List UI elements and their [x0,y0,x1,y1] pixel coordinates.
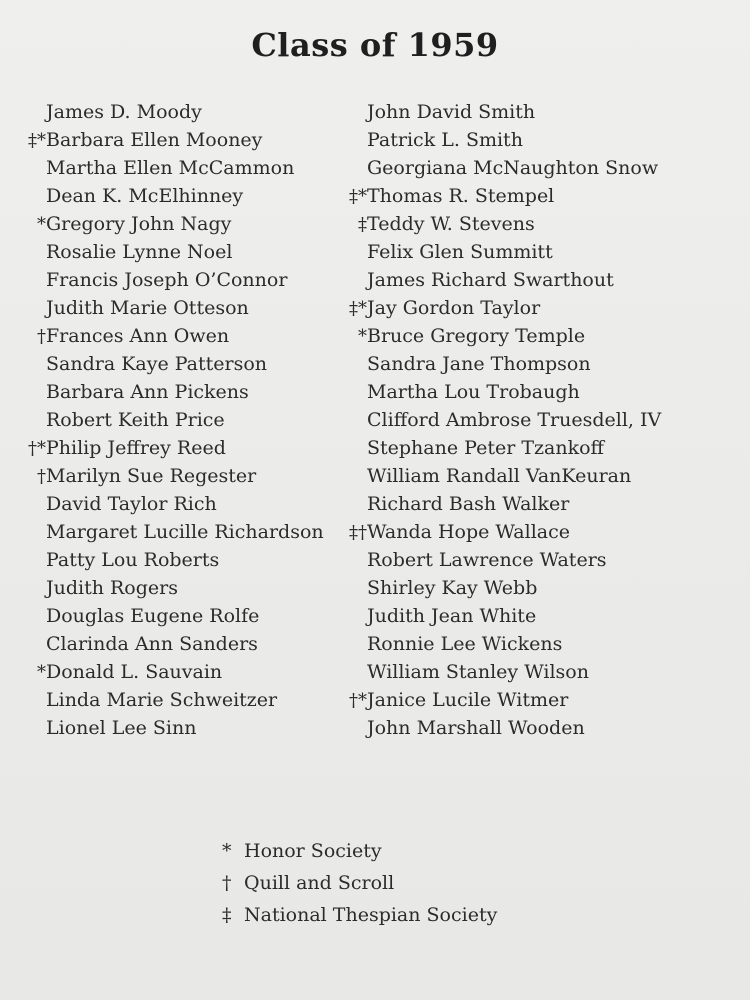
list-item [22,658,352,686]
names-right-column [343,98,743,742]
list-item [343,490,743,518]
student-name: Barbara Ann Pickens [46,381,249,403]
list-item [22,630,352,658]
list-item [343,266,743,294]
list-item [343,210,743,238]
student-name: Philip Jeffrey Reed [46,437,226,459]
honor-marks: * [37,214,46,235]
list-item [343,406,743,434]
legend-label: Quill and Scroll [244,872,395,894]
list-item [343,546,743,574]
list-item [22,350,352,378]
student-name: Barbara Ellen Mooney [46,129,263,151]
list-item [22,686,352,714]
honor-marks: †* [349,690,367,711]
student-name: Robert Keith Price [46,409,225,431]
legend-label: National Thespian Society [244,904,498,926]
honor-marks: ‡ [358,214,367,235]
student-name: Judith Jean White [367,605,537,627]
student-name: Sandra Jane Thompson [367,353,591,375]
list-item [22,406,352,434]
student-name: David Taylor Rich [46,493,217,515]
student-name: Rosalie Lynne Noel [46,241,233,263]
list-item [22,238,352,266]
list-item [343,658,743,686]
list-item [22,574,352,602]
list-item [22,434,352,462]
student-name: Margaret Lucille Richardson [46,521,324,543]
student-name: Linda Marie Schweitzer [46,689,278,711]
list-item [343,602,743,630]
student-name: John Marshall Wooden [367,717,585,739]
honor-marks: ‡† [349,522,367,543]
student-name: Teddy W. Stevens [367,213,535,235]
legend-item [222,835,497,867]
student-name: Donald L. Sauvain [46,661,223,683]
student-name: John David Smith [367,101,536,123]
list-item [343,686,743,714]
list-item [343,350,743,378]
list-item [343,630,743,658]
list-item [22,126,352,154]
student-name: Bruce Gregory Temple [367,325,586,347]
list-item [343,462,743,490]
student-name: Marilyn Sue Regester [46,465,257,487]
student-name: James D. Moody [46,101,202,123]
student-name: Francis Joseph O’Connor [46,269,288,291]
student-name: Martha Ellen McCammon [46,157,295,179]
list-item [343,126,743,154]
list-item [22,154,352,182]
list-item [343,518,743,546]
student-name: Stephane Peter Tzankoff [367,437,605,459]
student-name: Felix Glen Summitt [367,241,553,263]
student-name: Richard Bash Walker [367,493,570,515]
names-left-column [22,98,352,742]
list-item [22,98,352,126]
list-item [343,714,743,742]
student-name: Clifford Ambrose Truesdell, IV [367,409,662,431]
honor-marks: ‡* [28,130,46,151]
student-name: Janice Lucile Witmer [367,689,569,711]
list-item [22,322,352,350]
honor-marks: † [37,326,46,347]
student-name: Martha Lou Trobaugh [367,381,580,403]
student-name: Sandra Kaye Patterson [46,353,268,375]
page-title: Class of 1959 [251,26,499,64]
honor-marks: ‡* [349,298,367,319]
list-item [343,182,743,210]
list-item [22,546,352,574]
honor-marks: ‡* [349,186,367,207]
student-name: Georgiana McNaughton Snow [367,157,659,179]
student-name: Clarinda Ann Sanders [46,633,258,655]
list-item [22,714,352,742]
student-name: Patty Lou Roberts [46,549,220,571]
list-item [343,294,743,322]
student-name: Shirley Kay Webb [367,577,538,599]
list-item [343,574,743,602]
list-item [343,378,743,406]
honor-marks: * [358,326,367,347]
list-item [343,238,743,266]
student-name: Patrick L. Smith [367,129,523,151]
symbol-legend [222,835,497,931]
legend-symbol: ‡ [222,904,232,926]
student-name: Judith Rogers [46,577,178,599]
list-item [22,294,352,322]
list-item [22,378,352,406]
legend-item [222,867,497,899]
student-name: William Randall VanKeuran [367,465,632,487]
list-item [22,462,352,490]
student-name: Robert Lawrence Waters [367,549,607,571]
student-name: Lionel Lee Sinn [46,717,197,739]
honor-marks: † [37,466,46,487]
list-item [22,518,352,546]
list-item [22,490,352,518]
list-item [22,182,352,210]
legend-symbol: † [222,872,232,894]
student-name: Thomas R. Stempel [367,185,555,207]
student-name: Douglas Eugene Rolfe [46,605,260,627]
list-item [22,266,352,294]
honor-marks: * [37,662,46,683]
list-item [343,154,743,182]
legend-symbol: * [222,840,232,862]
student-name: William Stanley Wilson [367,661,589,683]
list-item [343,98,743,126]
student-name: Ronnie Lee Wickens [367,633,563,655]
student-name: Dean K. McElhinney [46,185,244,207]
student-name: James Richard Swarthout [367,269,614,291]
student-name: Gregory John Nagy [46,213,232,235]
student-name: Wanda Hope Wallace [367,521,570,543]
list-item [22,210,352,238]
list-item [22,602,352,630]
legend-label: Honor Society [244,840,382,862]
student-name: Frances Ann Owen [46,325,230,347]
honor-marks: †* [28,438,46,459]
student-name: Judith Marie Otteson [46,297,249,319]
list-item [343,322,743,350]
list-item [343,434,743,462]
legend-item [222,899,497,931]
student-name: Jay Gordon Taylor [367,297,541,319]
